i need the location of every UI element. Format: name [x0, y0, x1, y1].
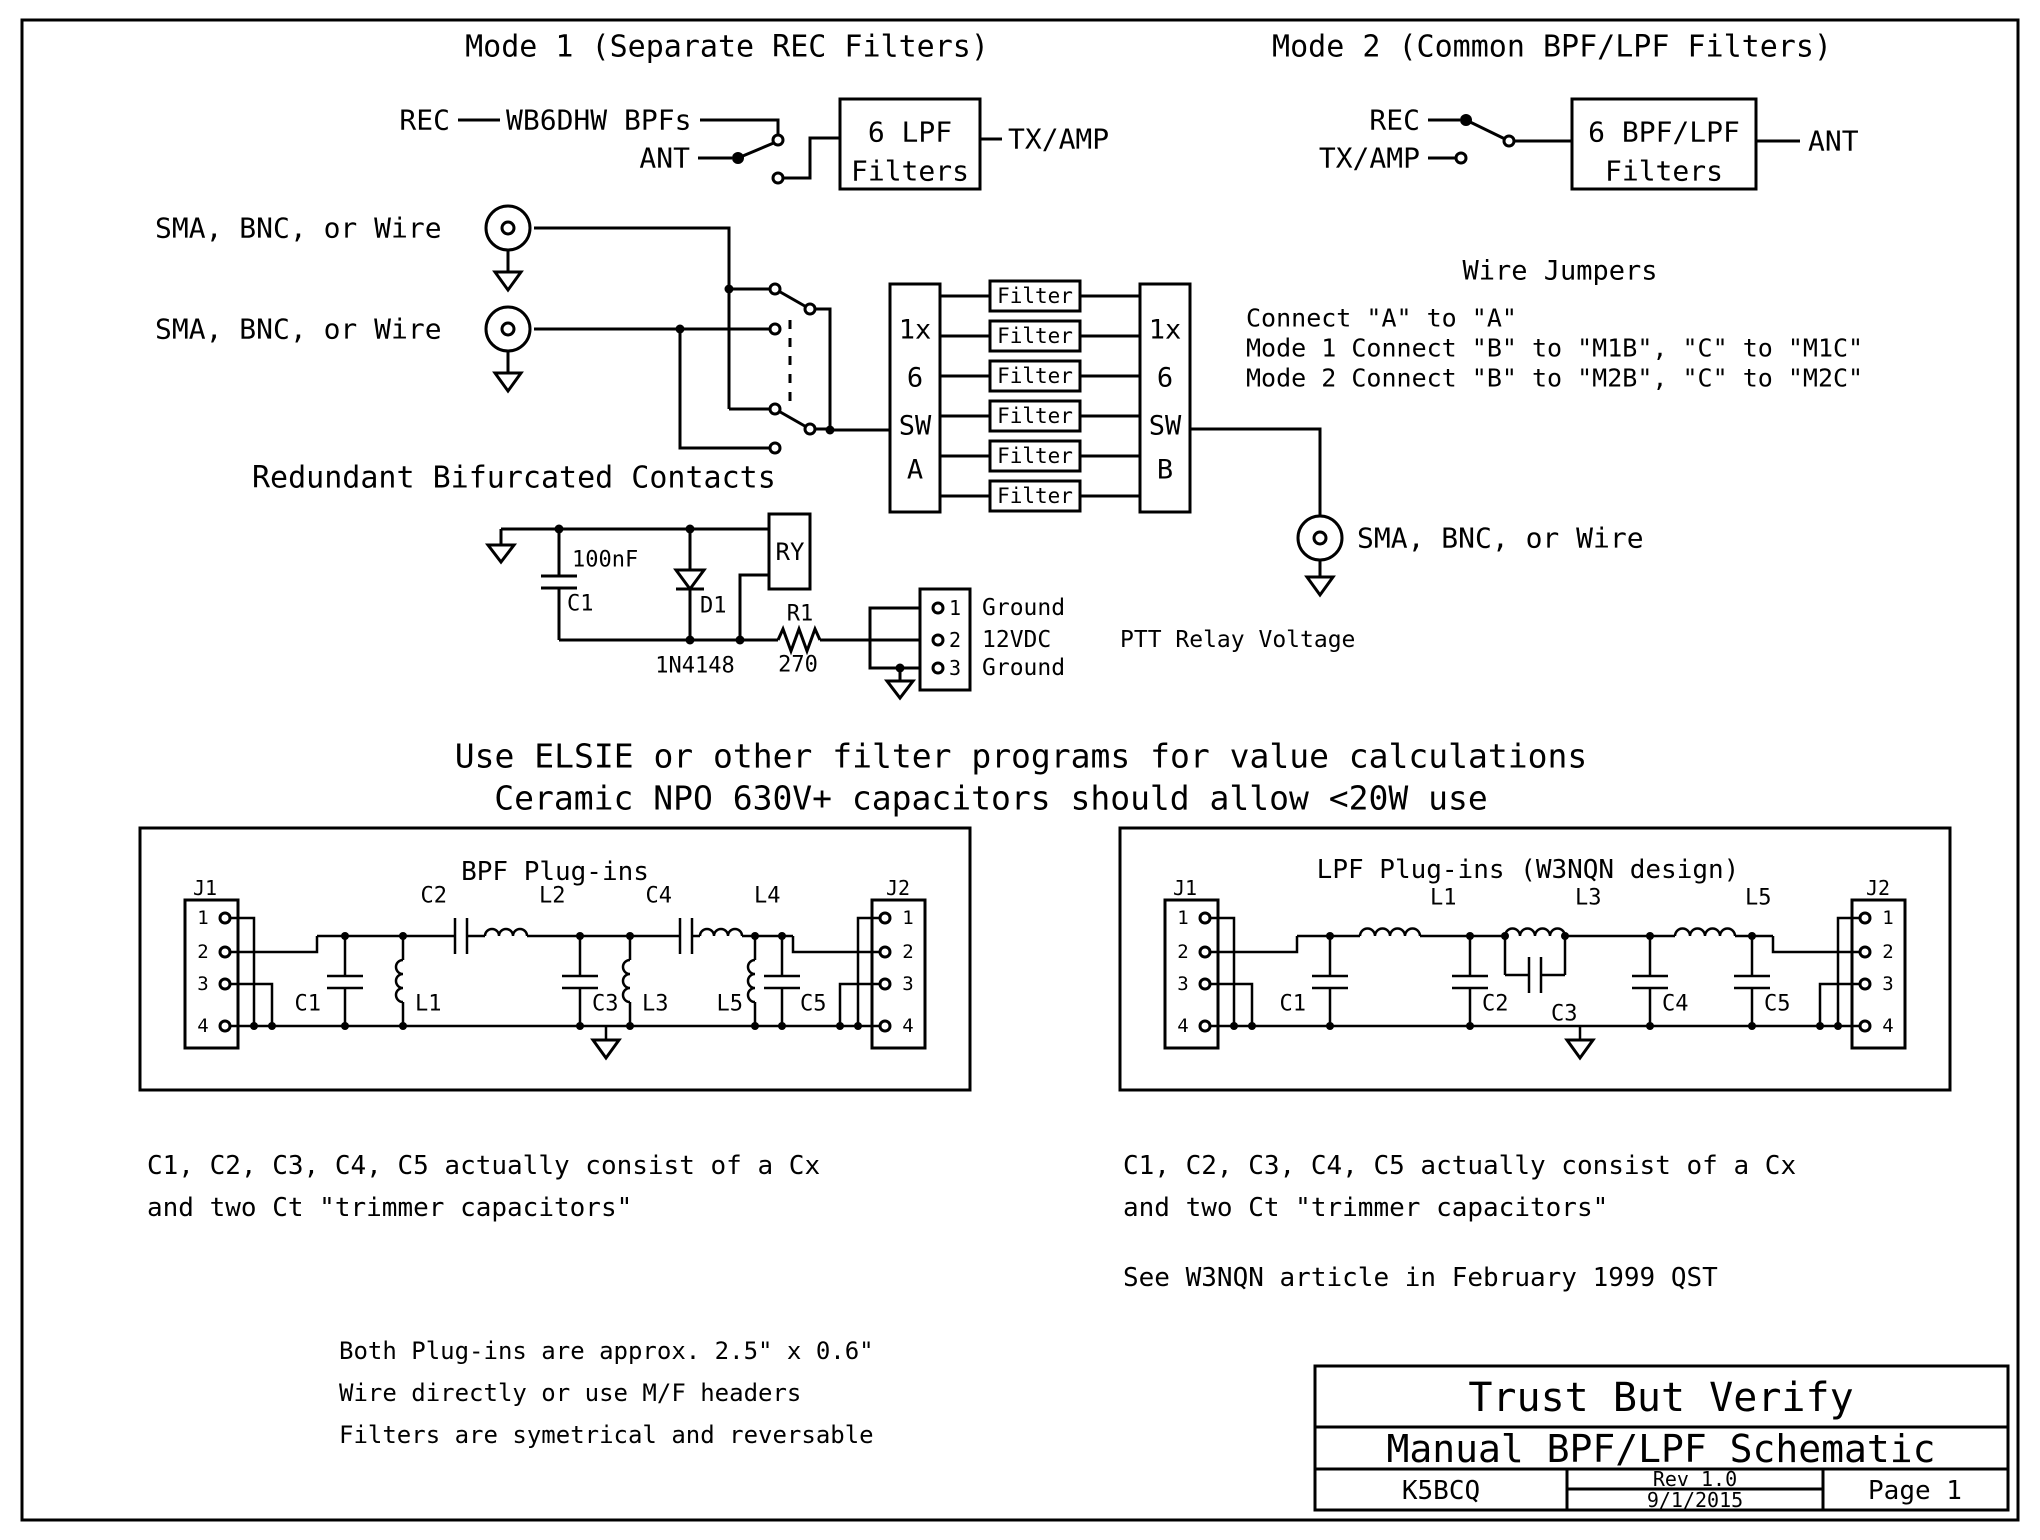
bpf-c2-label: C2	[420, 883, 447, 909]
ptt-pin2-note: PTT Relay Voltage	[1120, 627, 1356, 653]
ptt-pin3: 3	[948, 656, 962, 680]
bpf-note-line1: C1, C2, C3, C4, C5 actually consist of a Cx	[147, 1151, 821, 1181]
inductor-icon	[700, 929, 742, 936]
filter-label: Filter	[997, 484, 1073, 508]
lpf-title: LPF Plug-ins (W3NQN design)	[1316, 855, 1740, 885]
filter-label: Filter	[997, 284, 1073, 308]
switch-a-line1: 1x	[898, 314, 932, 346]
mode1-section	[399, 30, 1109, 190]
sma1-label: SMA, BNC, or Wire	[155, 211, 442, 245]
mode2-box-line1: 6 BPF/LPF	[1588, 115, 1740, 149]
jumpers-line2: Mode 1 Connect "B" to "M1B", "C" to "M1C"	[1246, 333, 1864, 363]
lpf-l5-label: L5	[1745, 885, 1772, 911]
diode-icon	[676, 570, 704, 589]
lpf-c4-label: C4	[1662, 991, 1689, 1017]
lpf-j2-label: J2	[1865, 876, 1891, 900]
mode2-section	[1272, 30, 1859, 190]
pin-label: 2	[1882, 941, 1894, 963]
pin-label: 2	[1177, 941, 1189, 963]
pin-label: 3	[902, 973, 914, 995]
lpf-c5-label: C5	[1764, 991, 1791, 1017]
doc-title: Trust But Verify	[1468, 1375, 1854, 1421]
input-section	[155, 206, 890, 496]
mode1-bpf-label: WB6DHW BPFs	[506, 103, 692, 137]
bpf-c4-label: C4	[645, 883, 672, 909]
pin-label: 3	[1882, 973, 1894, 995]
ptt-pin3-label: Ground	[982, 655, 1066, 681]
doc-page: Page 1	[1868, 1476, 1962, 1506]
mode1-box-line2: Filters	[850, 154, 970, 188]
mode1-out-label: TX/AMP	[1008, 122, 1110, 156]
ground-icon	[887, 681, 913, 698]
pin-label: 4	[1177, 1015, 1189, 1037]
lpf-see-note: See W3NQN article in February 1999 QST	[1123, 1263, 1718, 1293]
mode2-txamp-label: TX/AMP	[1318, 141, 1420, 175]
switch-a-line4: A	[906, 454, 924, 486]
bpf-j2-label: J2	[885, 876, 911, 900]
filter-row	[940, 481, 1140, 511]
pin-label: 3	[197, 973, 209, 995]
bpf-l1-label: L1	[415, 991, 442, 1017]
lpf-j1-label: J1	[1172, 876, 1198, 900]
resistor-icon	[778, 629, 820, 651]
contacts-note: Redundant Bifurcated Contacts	[252, 460, 776, 496]
jumpers-line1: Connect "A" to "A"	[1246, 303, 1517, 333]
switch-b-line2: 6	[1156, 362, 1174, 394]
footer-note-3: Filters are symetrical and reversable	[339, 1421, 874, 1449]
mode1-ant-label: ANT	[639, 141, 690, 175]
switch-b-line4: B	[1156, 454, 1174, 486]
lpf-c3-label: C3	[1551, 1001, 1578, 1027]
pin-label: 4	[197, 1015, 209, 1037]
lpf-l1-label: L1	[1430, 885, 1457, 911]
r1-value: 270	[778, 652, 818, 678]
lpf-c2-label: C2	[1482, 991, 1509, 1017]
pin-label: 2	[197, 941, 209, 963]
lpf-note-line2: and two Ct "trimmer capacitors"	[1123, 1193, 1609, 1223]
ground-icon	[1307, 577, 1333, 595]
ground-icon	[593, 1040, 619, 1058]
lpf-c1-label: C1	[1279, 991, 1306, 1017]
jumpers-title: Wire Jumpers	[1462, 255, 1658, 287]
relay-ref: RY	[775, 538, 805, 566]
ptt-pin2-label: 12VDC	[982, 627, 1052, 653]
bpf-l2-label: L2	[539, 883, 566, 909]
pin-label: 1	[1177, 907, 1189, 929]
d1-part: 1N4148	[655, 653, 735, 679]
inductor-icon	[396, 960, 403, 1002]
footer-note-2: Wire directly or use M/F headers	[339, 1379, 802, 1407]
ground-icon	[495, 272, 521, 290]
doc-rev: Rev 1.0	[1652, 1467, 1738, 1491]
sma2-label: SMA, BNC, or Wire	[155, 312, 442, 346]
inductor-icon	[485, 929, 527, 936]
ptt-pin1: 1	[948, 596, 962, 620]
filter-row	[940, 441, 1140, 471]
c1-value: 100nF	[572, 547, 639, 573]
pin-label: 2	[902, 941, 914, 963]
mode1-box-line1: 6 LPF	[867, 115, 953, 149]
jumpers-notes	[1246, 256, 1863, 393]
jumpers-line3: Mode 2 Connect "B" to "M2B", "C" to "M2C"	[1246, 363, 1864, 393]
switch-b-line3: SW	[1148, 410, 1182, 442]
filter-row	[940, 281, 1140, 311]
bpf-c5-label: C5	[800, 991, 827, 1017]
sma3-label: SMA, BNC, or Wire	[1357, 521, 1644, 555]
ground-icon	[488, 545, 514, 562]
inductor-icon	[1360, 929, 1420, 937]
ground-icon	[1567, 1040, 1593, 1058]
inductor-icon	[623, 960, 630, 1002]
pin-label: 1	[902, 907, 914, 929]
bpf-l5-label: L5	[716, 991, 743, 1017]
filter-label: Filter	[997, 404, 1073, 428]
mode1-rec-label: REC	[399, 103, 450, 137]
filter-label: Filter	[997, 364, 1073, 388]
mode2-switch-blade	[1466, 120, 1505, 139]
bpf-l3-label: L3	[642, 991, 669, 1017]
calc-note-2: Ceramic NPO 630V+ capacitors should allow <20W use	[494, 778, 1488, 818]
r1-ref: R1	[786, 601, 814, 627]
pin-label: 3	[1177, 973, 1189, 995]
inductor-icon	[748, 960, 755, 1002]
ptt-pin2: 2	[948, 628, 962, 652]
pin-label: 4	[902, 1015, 914, 1037]
ground-icon	[495, 373, 521, 391]
lpf-note-line1: C1, C2, C3, C4, C5 actually consist of a Cx	[1123, 1151, 1797, 1181]
relay-circuit	[488, 514, 1355, 698]
bpf-plugin	[140, 828, 970, 1090]
pin-label: 1	[1882, 907, 1894, 929]
switch-a-line2: 6	[906, 362, 924, 394]
bpf-j1-label: J1	[192, 876, 218, 900]
lpf-plugin	[1120, 828, 1950, 1090]
filter-row	[940, 321, 1140, 351]
filter-label: Filter	[997, 444, 1073, 468]
inductor-icon	[1675, 929, 1735, 937]
calc-note-1: Use ELSIE or other filter programs for value calculations	[454, 736, 1588, 776]
filter-row	[940, 401, 1140, 431]
bpf-c3-label: C3	[592, 991, 619, 1017]
inductor-icon	[1505, 929, 1565, 937]
mode2-out-label: ANT	[1808, 124, 1859, 158]
mode2-rec-label: REC	[1369, 103, 1420, 137]
title-block	[1315, 1366, 2008, 1512]
mode2-box-line2: Filters	[1604, 154, 1724, 188]
bpf-title: BPF Plug-ins	[461, 857, 649, 887]
doc-author: K5BCQ	[1401, 1476, 1481, 1506]
mode2-title: Mode 2 (Common BPF/LPF Filters)	[1272, 29, 1832, 65]
bpf-l4-label: L4	[754, 883, 781, 909]
lpf-l3-label: L3	[1575, 885, 1602, 911]
footer-note-1: Both Plug-ins are approx. 2.5" x 0.6"	[339, 1337, 874, 1365]
bpf-note-line2: and two Ct "trimmer capacitors"	[147, 1193, 633, 1223]
mode1-title: Mode 1 (Separate REC Filters)	[465, 29, 989, 65]
filter-label: Filter	[997, 324, 1073, 348]
doc-subtitle: Manual BPF/LPF Schematic	[1386, 1427, 1936, 1471]
pin-label: 1	[197, 907, 209, 929]
doc-date: 9/1/2015	[1646, 1488, 1744, 1512]
bpf-c1-label: C1	[294, 991, 321, 1017]
ptt-pin1-label: Ground	[982, 595, 1066, 621]
pin-label: 4	[1882, 1015, 1894, 1037]
d1-ref: D1	[700, 593, 727, 619]
switch-a-line3: SW	[898, 410, 932, 442]
ptt-connector	[920, 589, 970, 690]
filter-row	[940, 361, 1140, 391]
switch-b-line1: 1x	[1148, 314, 1182, 346]
c1-ref: C1	[567, 591, 594, 617]
mode1-switch-blade	[738, 142, 776, 158]
